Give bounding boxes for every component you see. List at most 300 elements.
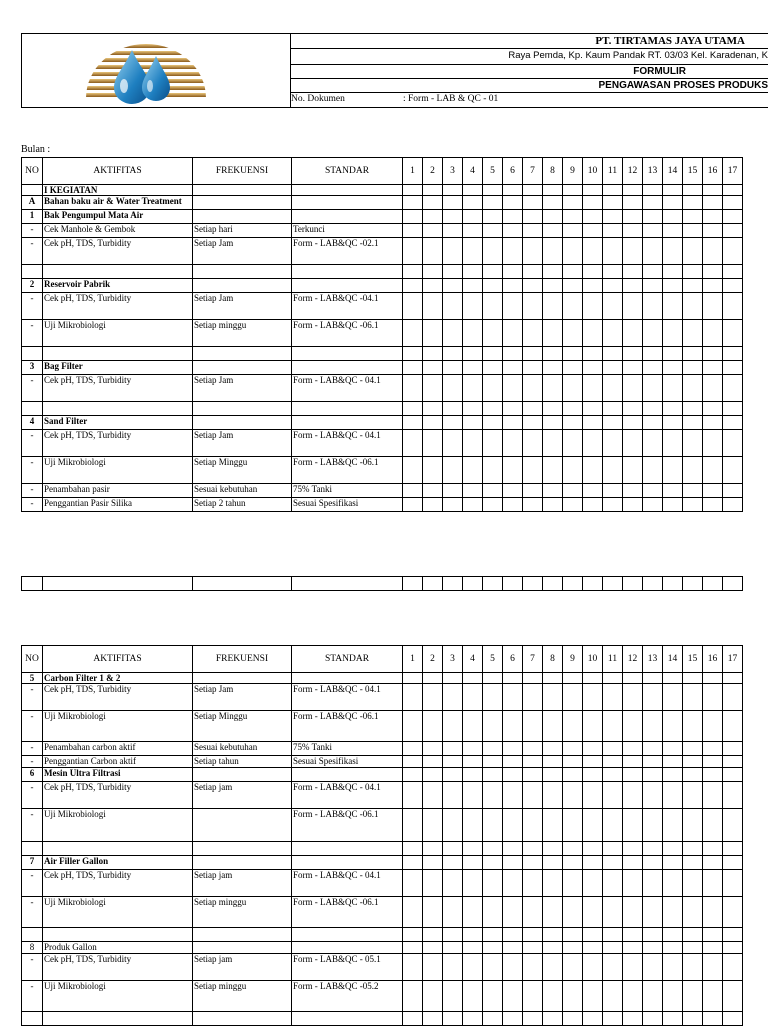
day-check-cell[interactable] [643, 402, 663, 416]
day-check-cell[interactable] [583, 942, 603, 954]
day-check-cell[interactable] [523, 897, 543, 928]
day-check-cell[interactable] [403, 684, 423, 711]
day-check-cell[interactable] [403, 224, 423, 238]
day-check-cell[interactable] [583, 196, 603, 210]
day-check-cell[interactable] [463, 279, 483, 293]
day-check-cell[interactable] [503, 782, 523, 809]
day-check-cell[interactable] [703, 942, 723, 954]
day-check-cell[interactable] [723, 361, 743, 375]
day-check-cell[interactable] [623, 293, 643, 320]
day-check-cell[interactable] [723, 782, 743, 809]
day-check-cell[interactable] [543, 981, 563, 1012]
day-check-cell[interactable] [543, 196, 563, 210]
day-check-cell[interactable] [463, 210, 483, 224]
day-check-cell[interactable] [683, 402, 703, 416]
day-check-cell[interactable] [523, 265, 543, 279]
day-check-cell[interactable] [663, 210, 683, 224]
day-check-cell[interactable] [683, 185, 703, 196]
day-check-cell[interactable] [543, 928, 563, 942]
day-check-cell[interactable] [603, 484, 623, 498]
day-check-cell[interactable] [583, 742, 603, 756]
day-check-cell[interactable] [403, 870, 423, 897]
day-check-cell[interactable] [443, 279, 463, 293]
day-check-cell[interactable] [623, 185, 643, 196]
day-check-cell[interactable] [403, 196, 423, 210]
day-check-cell[interactable] [683, 293, 703, 320]
day-check-cell[interactable] [523, 375, 543, 402]
day-check-cell[interactable] [683, 320, 703, 347]
day-check-cell[interactable] [623, 430, 643, 457]
day-check-cell[interactable] [503, 673, 523, 684]
day-check-cell[interactable] [723, 809, 743, 842]
day-check-cell[interactable] [563, 673, 583, 684]
day-check-cell[interactable] [403, 1012, 423, 1026]
day-check-cell[interactable] [583, 809, 603, 842]
day-check-cell[interactable] [483, 942, 503, 954]
day-check-cell[interactable] [723, 210, 743, 224]
day-check-cell[interactable] [623, 673, 643, 684]
day-check-cell[interactable] [603, 347, 623, 361]
day-check-cell[interactable] [563, 711, 583, 742]
day-check-cell[interactable] [503, 711, 523, 742]
day-check-cell[interactable] [703, 484, 723, 498]
day-check-cell[interactable] [463, 981, 483, 1012]
day-check-cell[interactable] [463, 457, 483, 484]
day-check-cell[interactable] [603, 238, 623, 265]
day-check-cell[interactable] [683, 782, 703, 809]
day-check-cell[interactable] [663, 484, 683, 498]
day-check-cell[interactable] [563, 416, 583, 430]
day-check-cell[interactable] [563, 238, 583, 265]
day-check-cell[interactable] [583, 673, 603, 684]
blank-cell[interactable] [683, 577, 703, 591]
day-check-cell[interactable] [483, 1012, 503, 1026]
day-check-cell[interactable] [623, 457, 643, 484]
day-check-cell[interactable] [443, 684, 463, 711]
day-check-cell[interactable] [623, 416, 643, 430]
day-check-cell[interactable] [523, 684, 543, 711]
day-check-cell[interactable] [463, 673, 483, 684]
day-check-cell[interactable] [683, 942, 703, 954]
day-check-cell[interactable] [583, 498, 603, 512]
day-check-cell[interactable] [403, 347, 423, 361]
day-check-cell[interactable] [623, 224, 643, 238]
day-check-cell[interactable] [503, 842, 523, 856]
day-check-cell[interactable] [603, 809, 623, 842]
day-check-cell[interactable] [603, 320, 623, 347]
day-check-cell[interactable] [623, 942, 643, 954]
day-check-cell[interactable] [663, 842, 683, 856]
day-check-cell[interactable] [663, 224, 683, 238]
day-check-cell[interactable] [463, 293, 483, 320]
blank-cell[interactable] [523, 577, 543, 591]
day-check-cell[interactable] [723, 1012, 743, 1026]
day-check-cell[interactable] [483, 320, 503, 347]
day-check-cell[interactable] [663, 981, 683, 1012]
day-check-cell[interactable] [703, 954, 723, 981]
day-check-cell[interactable] [563, 210, 583, 224]
day-check-cell[interactable] [403, 375, 423, 402]
day-check-cell[interactable] [563, 768, 583, 782]
day-check-cell[interactable] [603, 402, 623, 416]
day-check-cell[interactable] [683, 928, 703, 942]
day-check-cell[interactable] [723, 897, 743, 928]
day-check-cell[interactable] [603, 684, 623, 711]
day-check-cell[interactable] [463, 402, 483, 416]
day-check-cell[interactable] [443, 673, 463, 684]
day-check-cell[interactable] [503, 498, 523, 512]
day-check-cell[interactable] [523, 402, 543, 416]
day-check-cell[interactable] [663, 756, 683, 768]
day-check-cell[interactable] [583, 347, 603, 361]
day-check-cell[interactable] [503, 981, 523, 1012]
day-check-cell[interactable] [683, 981, 703, 1012]
day-check-cell[interactable] [463, 856, 483, 870]
day-check-cell[interactable] [423, 430, 443, 457]
day-check-cell[interactable] [623, 347, 643, 361]
day-check-cell[interactable] [623, 265, 643, 279]
day-check-cell[interactable] [623, 320, 643, 347]
day-check-cell[interactable] [603, 856, 623, 870]
day-check-cell[interactable] [523, 430, 543, 457]
day-check-cell[interactable] [463, 842, 483, 856]
day-check-cell[interactable] [703, 293, 723, 320]
day-check-cell[interactable] [703, 498, 723, 512]
day-check-cell[interactable] [543, 293, 563, 320]
day-check-cell[interactable] [703, 684, 723, 711]
day-check-cell[interactable] [563, 320, 583, 347]
day-check-cell[interactable] [603, 430, 623, 457]
day-check-cell[interactable] [563, 856, 583, 870]
day-check-cell[interactable] [623, 210, 643, 224]
day-check-cell[interactable] [483, 498, 503, 512]
day-check-cell[interactable] [683, 224, 703, 238]
day-check-cell[interactable] [403, 320, 423, 347]
day-check-cell[interactable] [543, 711, 563, 742]
day-check-cell[interactable] [543, 684, 563, 711]
day-check-cell[interactable] [583, 402, 603, 416]
day-check-cell[interactable] [503, 928, 523, 942]
day-check-cell[interactable] [563, 756, 583, 768]
day-check-cell[interactable] [543, 1012, 563, 1026]
day-check-cell[interactable] [603, 897, 623, 928]
day-check-cell[interactable] [663, 457, 683, 484]
day-check-cell[interactable] [543, 897, 563, 928]
day-check-cell[interactable] [403, 210, 423, 224]
day-check-cell[interactable] [643, 320, 663, 347]
day-check-cell[interactable] [523, 484, 543, 498]
day-check-cell[interactable] [643, 279, 663, 293]
day-check-cell[interactable] [483, 742, 503, 756]
day-check-cell[interactable] [723, 430, 743, 457]
day-check-cell[interactable] [543, 224, 563, 238]
day-check-cell[interactable] [683, 484, 703, 498]
day-check-cell[interactable] [463, 185, 483, 196]
day-check-cell[interactable] [463, 809, 483, 842]
day-check-cell[interactable] [703, 856, 723, 870]
day-check-cell[interactable] [683, 897, 703, 928]
day-check-cell[interactable] [563, 457, 583, 484]
day-check-cell[interactable] [583, 224, 603, 238]
day-check-cell[interactable] [603, 498, 623, 512]
day-check-cell[interactable] [663, 347, 683, 361]
blank-cell[interactable] [643, 577, 663, 591]
day-check-cell[interactable] [583, 928, 603, 942]
day-check-cell[interactable] [483, 185, 503, 196]
day-check-cell[interactable] [543, 942, 563, 954]
day-check-cell[interactable] [563, 279, 583, 293]
day-check-cell[interactable] [463, 954, 483, 981]
day-check-cell[interactable] [483, 347, 503, 361]
day-check-cell[interactable] [623, 711, 643, 742]
blank-cell[interactable] [603, 577, 623, 591]
day-check-cell[interactable] [643, 185, 663, 196]
day-check-cell[interactable] [683, 416, 703, 430]
day-check-cell[interactable] [643, 928, 663, 942]
day-check-cell[interactable] [483, 756, 503, 768]
day-check-cell[interactable] [663, 196, 683, 210]
blank-cell[interactable] [43, 577, 193, 591]
day-check-cell[interactable] [523, 320, 543, 347]
day-check-cell[interactable] [543, 457, 563, 484]
day-check-cell[interactable] [703, 782, 723, 809]
day-check-cell[interactable] [583, 842, 603, 856]
day-check-cell[interactable] [563, 484, 583, 498]
day-check-cell[interactable] [483, 842, 503, 856]
day-check-cell[interactable] [483, 711, 503, 742]
day-check-cell[interactable] [623, 238, 643, 265]
day-check-cell[interactable] [663, 673, 683, 684]
blank-cell[interactable] [463, 577, 483, 591]
day-check-cell[interactable] [563, 185, 583, 196]
day-check-cell[interactable] [543, 870, 563, 897]
day-check-cell[interactable] [683, 196, 703, 210]
day-check-cell[interactable] [703, 416, 723, 430]
day-check-cell[interactable] [443, 402, 463, 416]
day-check-cell[interactable] [663, 870, 683, 897]
day-check-cell[interactable] [523, 224, 543, 238]
day-check-cell[interactable] [443, 942, 463, 954]
day-check-cell[interactable] [603, 673, 623, 684]
blank-cell[interactable] [703, 577, 723, 591]
day-check-cell[interactable] [423, 416, 443, 430]
day-check-cell[interactable] [723, 375, 743, 402]
day-check-cell[interactable] [403, 430, 423, 457]
day-check-cell[interactable] [703, 742, 723, 756]
blank-cell[interactable] [503, 577, 523, 591]
day-check-cell[interactable] [583, 756, 603, 768]
day-check-cell[interactable] [723, 498, 743, 512]
day-check-cell[interactable] [723, 265, 743, 279]
day-check-cell[interactable] [603, 928, 623, 942]
day-check-cell[interactable] [523, 361, 543, 375]
day-check-cell[interactable] [403, 742, 423, 756]
day-check-cell[interactable] [403, 809, 423, 842]
day-check-cell[interactable] [703, 361, 723, 375]
day-check-cell[interactable] [503, 402, 523, 416]
day-check-cell[interactable] [683, 768, 703, 782]
day-check-cell[interactable] [403, 361, 423, 375]
day-check-cell[interactable] [423, 224, 443, 238]
day-check-cell[interactable] [683, 361, 703, 375]
day-check-cell[interactable] [523, 416, 543, 430]
day-check-cell[interactable] [543, 484, 563, 498]
day-check-cell[interactable] [683, 711, 703, 742]
day-check-cell[interactable] [443, 981, 463, 1012]
day-check-cell[interactable] [463, 430, 483, 457]
blank-cell[interactable] [403, 577, 423, 591]
day-check-cell[interactable] [663, 293, 683, 320]
day-check-cell[interactable] [583, 782, 603, 809]
day-check-cell[interactable] [643, 375, 663, 402]
day-check-cell[interactable] [683, 430, 703, 457]
day-check-cell[interactable] [463, 320, 483, 347]
blank-cell[interactable] [483, 577, 503, 591]
day-check-cell[interactable] [463, 196, 483, 210]
day-check-cell[interactable] [603, 782, 623, 809]
day-check-cell[interactable] [463, 897, 483, 928]
day-check-cell[interactable] [723, 196, 743, 210]
day-check-cell[interactable] [683, 954, 703, 981]
day-check-cell[interactable] [563, 981, 583, 1012]
day-check-cell[interactable] [643, 238, 663, 265]
day-check-cell[interactable] [723, 185, 743, 196]
day-check-cell[interactable] [703, 347, 723, 361]
day-check-cell[interactable] [583, 856, 603, 870]
day-check-cell[interactable] [583, 1012, 603, 1026]
day-check-cell[interactable] [623, 782, 643, 809]
day-check-cell[interactable] [703, 375, 723, 402]
day-check-cell[interactable] [623, 842, 643, 856]
day-check-cell[interactable] [463, 756, 483, 768]
day-check-cell[interactable] [703, 185, 723, 196]
day-check-cell[interactable] [543, 375, 563, 402]
day-check-cell[interactable] [423, 673, 443, 684]
day-check-cell[interactable] [503, 756, 523, 768]
blank-cell[interactable] [443, 577, 463, 591]
day-check-cell[interactable] [623, 981, 643, 1012]
day-check-cell[interactable] [623, 809, 643, 842]
day-check-cell[interactable] [643, 1012, 663, 1026]
day-check-cell[interactable] [723, 870, 743, 897]
day-check-cell[interactable] [503, 185, 523, 196]
day-check-cell[interactable] [643, 673, 663, 684]
day-check-cell[interactable] [663, 265, 683, 279]
day-check-cell[interactable] [443, 711, 463, 742]
day-check-cell[interactable] [563, 265, 583, 279]
day-check-cell[interactable] [583, 416, 603, 430]
day-check-cell[interactable] [403, 842, 423, 856]
day-check-cell[interactable] [463, 265, 483, 279]
day-check-cell[interactable] [443, 347, 463, 361]
day-check-cell[interactable] [663, 711, 683, 742]
day-check-cell[interactable] [723, 856, 743, 870]
day-check-cell[interactable] [723, 416, 743, 430]
blank-cell[interactable] [22, 577, 43, 591]
day-check-cell[interactable] [703, 673, 723, 684]
day-check-cell[interactable] [603, 210, 623, 224]
day-check-cell[interactable] [523, 293, 543, 320]
day-check-cell[interactable] [423, 856, 443, 870]
day-check-cell[interactable] [503, 416, 523, 430]
day-check-cell[interactable] [463, 375, 483, 402]
day-check-cell[interactable] [543, 185, 563, 196]
day-check-cell[interactable] [603, 279, 623, 293]
day-check-cell[interactable] [403, 185, 423, 196]
day-check-cell[interactable] [503, 809, 523, 842]
day-check-cell[interactable] [423, 347, 443, 361]
day-check-cell[interactable] [463, 484, 483, 498]
day-check-cell[interactable] [583, 238, 603, 265]
day-check-cell[interactable] [563, 842, 583, 856]
day-check-cell[interactable] [543, 279, 563, 293]
day-check-cell[interactable] [723, 293, 743, 320]
day-check-cell[interactable] [603, 954, 623, 981]
day-check-cell[interactable] [423, 897, 443, 928]
day-check-cell[interactable] [603, 768, 623, 782]
day-check-cell[interactable] [523, 1012, 543, 1026]
day-check-cell[interactable] [703, 457, 723, 484]
day-check-cell[interactable] [623, 768, 643, 782]
day-check-cell[interactable] [483, 673, 503, 684]
day-check-cell[interactable] [543, 809, 563, 842]
day-check-cell[interactable] [443, 361, 463, 375]
day-check-cell[interactable] [523, 210, 543, 224]
day-check-cell[interactable] [683, 684, 703, 711]
day-check-cell[interactable] [443, 430, 463, 457]
day-check-cell[interactable] [503, 279, 523, 293]
day-check-cell[interactable] [483, 361, 503, 375]
day-check-cell[interactable] [543, 742, 563, 756]
day-check-cell[interactable] [683, 210, 703, 224]
day-check-cell[interactable] [563, 809, 583, 842]
day-check-cell[interactable] [563, 224, 583, 238]
day-check-cell[interactable] [483, 809, 503, 842]
day-check-cell[interactable] [543, 673, 563, 684]
day-check-cell[interactable] [443, 238, 463, 265]
day-check-cell[interactable] [543, 842, 563, 856]
day-check-cell[interactable] [423, 954, 443, 981]
day-check-cell[interactable] [663, 430, 683, 457]
day-check-cell[interactable] [703, 238, 723, 265]
day-check-cell[interactable] [563, 402, 583, 416]
day-check-cell[interactable] [523, 498, 543, 512]
day-check-cell[interactable] [423, 402, 443, 416]
day-check-cell[interactable] [543, 361, 563, 375]
day-check-cell[interactable] [423, 320, 443, 347]
day-check-cell[interactable] [403, 457, 423, 484]
day-check-cell[interactable] [443, 185, 463, 196]
day-check-cell[interactable] [403, 484, 423, 498]
day-check-cell[interactable] [463, 347, 483, 361]
day-check-cell[interactable] [463, 942, 483, 954]
day-check-cell[interactable] [583, 981, 603, 1012]
day-check-cell[interactable] [463, 742, 483, 756]
day-check-cell[interactable] [723, 684, 743, 711]
day-check-cell[interactable] [623, 279, 643, 293]
day-check-cell[interactable] [403, 279, 423, 293]
day-check-cell[interactable] [603, 361, 623, 375]
day-check-cell[interactable] [623, 484, 643, 498]
day-check-cell[interactable] [563, 347, 583, 361]
day-check-cell[interactable] [483, 238, 503, 265]
day-check-cell[interactable] [603, 842, 623, 856]
day-check-cell[interactable] [463, 1012, 483, 1026]
day-check-cell[interactable] [703, 809, 723, 842]
day-check-cell[interactable] [643, 210, 663, 224]
day-check-cell[interactable] [643, 484, 663, 498]
day-check-cell[interactable] [443, 498, 463, 512]
